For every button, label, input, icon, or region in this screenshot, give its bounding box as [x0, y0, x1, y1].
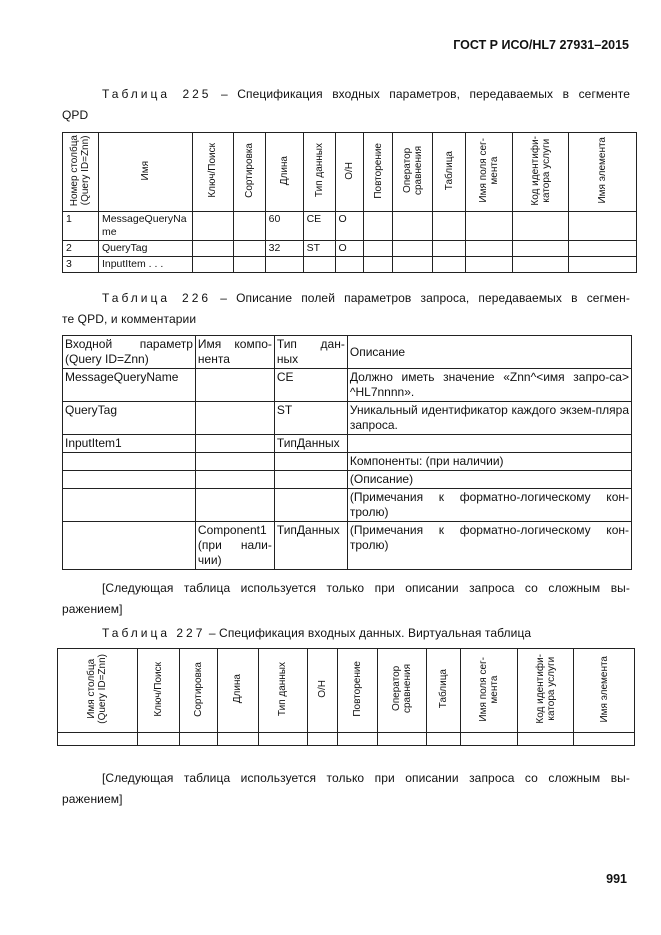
table-cell — [192, 212, 233, 241]
table-row — [63, 212, 637, 241]
table226-caption-label: Таблица 226 — [102, 291, 212, 305]
table225-header-cell: Повторение — [364, 133, 393, 212]
table-cell — [466, 212, 513, 241]
table-cell: ST — [274, 402, 347, 435]
table-cell — [63, 453, 196, 471]
table-row — [63, 435, 632, 453]
table226 — [62, 335, 632, 570]
table-cell: ST — [303, 241, 335, 257]
table226-header-cell: Описание — [347, 336, 631, 369]
table225-header-cell: Тип данных — [303, 133, 335, 212]
table225-header-cell: Таблица — [433, 133, 466, 212]
table-cell: (Примечания к форматно-логическому кон-тролю) — [347, 522, 631, 570]
table-row — [63, 453, 632, 471]
note-complex-query-1 — [62, 578, 630, 620]
table225-header-cell: Сортировка — [233, 133, 265, 212]
table225-header-cell: Длина — [265, 133, 303, 212]
table-cell: ТипДанных — [274, 522, 347, 570]
table-cell — [569, 241, 637, 257]
table-cell — [338, 733, 378, 746]
table-cell — [574, 733, 635, 746]
table227-header-row — [58, 649, 635, 733]
table225 — [62, 132, 637, 273]
table-cell — [303, 257, 335, 273]
table-cell: MessageQueryName — [98, 212, 192, 241]
note2-text: [Следующая таблица используется только при описании запроса со сложным вы- — [102, 771, 630, 785]
note2-line2: ражением] — [62, 792, 123, 806]
table225-header-cell: Имя — [98, 133, 192, 212]
table-cell — [258, 733, 307, 746]
table-row — [63, 522, 632, 570]
table-cell — [335, 257, 364, 273]
table-cell: 3 — [63, 257, 99, 273]
table227-header-cell: Имя столбца (Query ID=Znn) — [58, 649, 138, 733]
table225-header-cell: О/Н — [335, 133, 364, 212]
table-cell — [137, 733, 179, 746]
table227-caption-text: – Спецификация входных данных. Виртуальная таблица — [205, 626, 532, 640]
table227-caption — [62, 623, 630, 644]
table226-caption-line2: те QPD, и комментарии — [62, 312, 197, 326]
table-row — [63, 241, 637, 257]
table-cell — [569, 212, 637, 241]
table226-header-cell: Тип дан-ных — [274, 336, 347, 369]
note-complex-query-2 — [62, 768, 630, 810]
table-cell — [233, 212, 265, 241]
table-cell: QueryTag — [98, 241, 192, 257]
table-cell: MessageQueryName — [63, 369, 196, 402]
table-cell — [427, 733, 461, 746]
table-cell — [393, 257, 433, 273]
table-cell: 2 — [63, 241, 99, 257]
table-cell — [513, 241, 569, 257]
table-cell: CE — [274, 369, 347, 402]
table-cell — [195, 369, 274, 402]
table-cell — [513, 257, 569, 273]
table-cell — [192, 257, 233, 273]
table225-caption-text: – Спецификация входных параметров, передаваемых в сегменте — [211, 87, 631, 101]
table227-header-cell: Длина — [217, 649, 258, 733]
table-cell — [265, 257, 303, 273]
table-cell: 1 — [63, 212, 99, 241]
table225-header-cell: Имя поля сег- мента — [466, 133, 513, 212]
table225-caption-label: Таблица 225 — [102, 87, 212, 101]
table-cell — [513, 212, 569, 241]
table-cell — [274, 489, 347, 522]
table227-header-cell: Код идентифи- катора услуги — [518, 649, 574, 733]
table-cell: InputItem1 — [63, 435, 196, 453]
table-cell: Component1 (при нали-чии) — [195, 522, 274, 570]
table226-header-cell: Имя компо-нента — [195, 336, 274, 369]
table225-header-row — [63, 133, 637, 212]
table225-caption — [62, 84, 630, 126]
table-cell — [347, 435, 631, 453]
table-row — [63, 471, 632, 489]
table-cell — [233, 241, 265, 257]
table-cell — [569, 257, 637, 273]
table225-header-cell: Код идентифи- катора услуги — [513, 133, 569, 212]
table-cell — [63, 522, 196, 570]
table-cell: O — [335, 212, 364, 241]
table-cell — [461, 733, 518, 746]
table-cell: Должно иметь значение «Znn^<имя запро-са> ^HL7nnnn». — [347, 369, 631, 402]
table-cell — [393, 212, 433, 241]
table-cell: CE — [303, 212, 335, 241]
table226-caption — [62, 288, 630, 330]
table-row — [58, 733, 635, 746]
table227-header-cell: Оператор сравнения — [378, 649, 427, 733]
table-cell: Компоненты: (при наличии) — [347, 453, 631, 471]
table-cell — [378, 733, 427, 746]
table-cell: ТипДанных — [274, 435, 347, 453]
table-cell: Уникальный идентификатор каждого экзем-пляра запроса. — [347, 402, 631, 435]
table-cell — [433, 241, 466, 257]
document-header: ГОСТ Р ИСО/HL7 27931–2015 — [453, 38, 629, 52]
table227-header-cell: О/Н — [307, 649, 338, 733]
table225-header-cell: Оператор сравнения — [393, 133, 433, 212]
table-cell — [364, 212, 393, 241]
table-cell — [233, 257, 265, 273]
table-cell — [195, 402, 274, 435]
table-cell: (Описание) — [347, 471, 631, 489]
table-cell — [393, 241, 433, 257]
table226-header-row — [63, 336, 632, 369]
table227-header-cell: Тип данных — [258, 649, 307, 733]
table-cell — [518, 733, 574, 746]
table-cell — [364, 241, 393, 257]
table-cell — [195, 453, 274, 471]
table-cell: 32 — [265, 241, 303, 257]
table-cell — [195, 471, 274, 489]
table-cell — [192, 241, 233, 257]
table-cell — [307, 733, 338, 746]
table-cell — [274, 453, 347, 471]
table226-caption-text: – Описание полей параметров запроса, передаваемых в сегмен- — [211, 291, 631, 305]
note1-line2: ражением] — [62, 602, 123, 616]
table-cell — [466, 257, 513, 273]
table-row — [63, 489, 632, 522]
table-cell — [63, 471, 196, 489]
table-cell: O — [335, 241, 364, 257]
table227-header-cell: Имя поля сег- мента — [461, 649, 518, 733]
table227-header-cell: Повторение — [338, 649, 378, 733]
table227-header-cell: Сортировка — [179, 649, 217, 733]
page-number: 991 — [606, 872, 627, 886]
table-row — [63, 369, 632, 402]
table227-caption-label: Таблица 227 — [102, 626, 206, 640]
table227-header-cell: Имя элемента — [574, 649, 635, 733]
table225-caption-line2: QPD — [62, 108, 89, 122]
table225-header-cell: Номер столбца (Query ID=Znn) — [63, 133, 99, 212]
table-cell — [217, 733, 258, 746]
note1-text: [Следующая таблица используется только при описании запроса со сложным вы- — [102, 581, 630, 595]
table227-header-cell: Таблица — [427, 649, 461, 733]
table-cell — [58, 733, 138, 746]
table227-header-cell: Ключ/Поиск — [137, 649, 179, 733]
table-cell — [274, 471, 347, 489]
table-row — [63, 257, 637, 273]
table-cell — [433, 257, 466, 273]
table-cell — [433, 212, 466, 241]
table-cell: (Примечания к форматно-логическому кон-тролю) — [347, 489, 631, 522]
table-cell: InputItem . . . — [98, 257, 192, 273]
table-cell — [364, 257, 393, 273]
table227 — [57, 648, 635, 746]
table-cell — [195, 435, 274, 453]
table225-header-cell: Ключ/Поиск — [192, 133, 233, 212]
table225-header-cell: Имя элемента — [569, 133, 637, 212]
table226-header-cell: Входной параметр (Query ID=Znn) — [63, 336, 196, 369]
table-cell — [466, 241, 513, 257]
table-cell: 60 — [265, 212, 303, 241]
table-cell — [179, 733, 217, 746]
table-row — [63, 402, 632, 435]
table-cell — [63, 489, 196, 522]
table225-body — [63, 212, 637, 273]
table-cell — [195, 489, 274, 522]
table-cell: QueryTag — [63, 402, 196, 435]
